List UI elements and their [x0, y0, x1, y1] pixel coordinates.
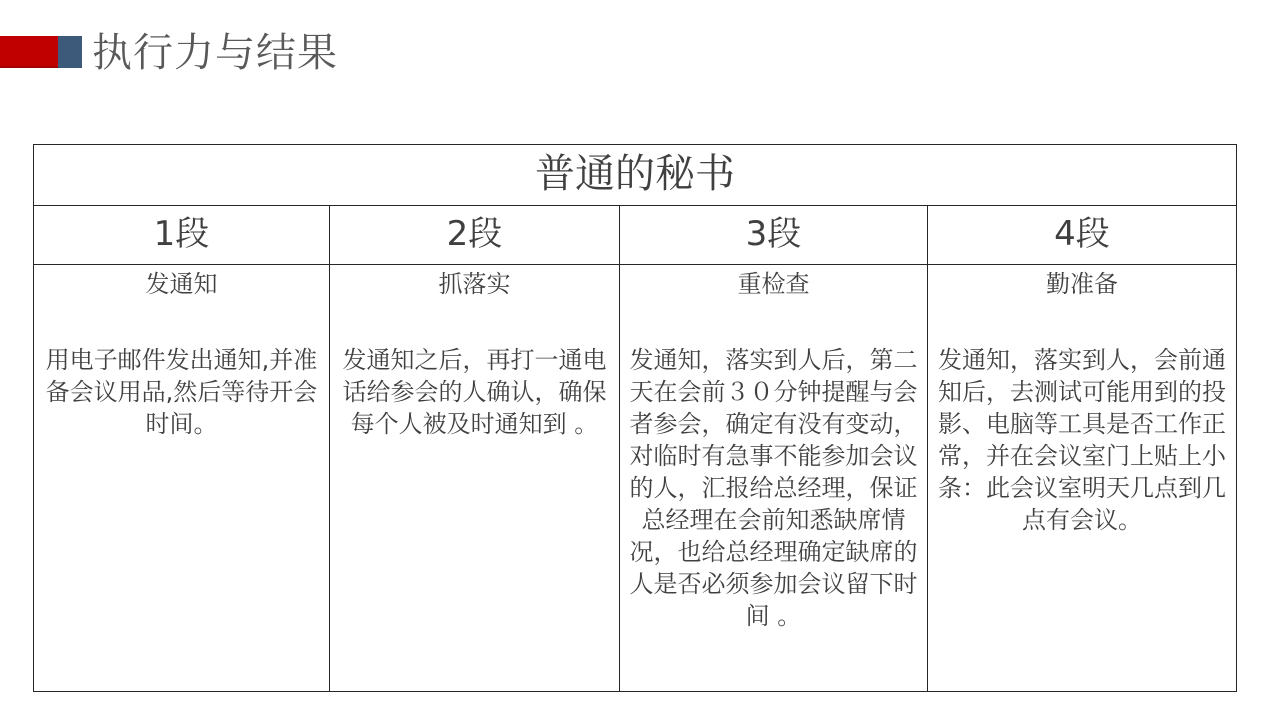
slide-title: 执行力与结果 — [92, 30, 338, 76]
stage-2-description: 发通知之后，再打一通电话给参会的人确认，确保每个人被及时通知到 。 — [342, 346, 607, 438]
title-accent-blue-bar — [58, 36, 82, 68]
stage-1-step: 发通知 — [145, 270, 218, 298]
stage-4-description: 发通知，落实到人，会前通知后，去测试可能用到的投影、电脑等工具是否工作正常，并在会议室门上贴上小条：此会议室明天几点到几点有会议。 — [938, 346, 1226, 534]
stage-3-step: 重检查 — [737, 270, 810, 298]
stage-2-header: 2段 — [330, 206, 620, 265]
table-title-row — [34, 145, 1237, 206]
stage-4-header: 4段 — [928, 206, 1237, 265]
stage-3-description: 发通知，落实到人后，第二天在会前３０分钟提醒与会者参会，确定有没有变动，对临时有急事不能参加会议的人，汇报给总经理，保证总经理在会前知悉缺席情况，也给总经理确定缺席的人是否必须参加会议留下时间 。 — [629, 346, 918, 630]
table-title: 普通的秘书 — [34, 145, 1237, 206]
title-accent-red-bar — [0, 36, 58, 68]
stage-1-description: 用电子邮件发出通知,并准备会议用品,然后等待开会时间。 — [45, 346, 318, 438]
stage-4-step: 勤准备 — [1046, 270, 1118, 298]
stage-1-cell — [34, 265, 330, 692]
stage-2-step: 抓落实 — [438, 270, 511, 298]
stage-header-row — [34, 206, 1237, 265]
stage-3-header: 3段 — [620, 206, 928, 265]
stage-3-cell — [620, 265, 928, 692]
stage-4-cell — [928, 265, 1237, 692]
stage-2-cell — [330, 265, 620, 692]
stage-1-header: 1段 — [34, 206, 330, 265]
stage-content-row — [34, 265, 1237, 692]
secretary-stages-table — [33, 144, 1237, 692]
